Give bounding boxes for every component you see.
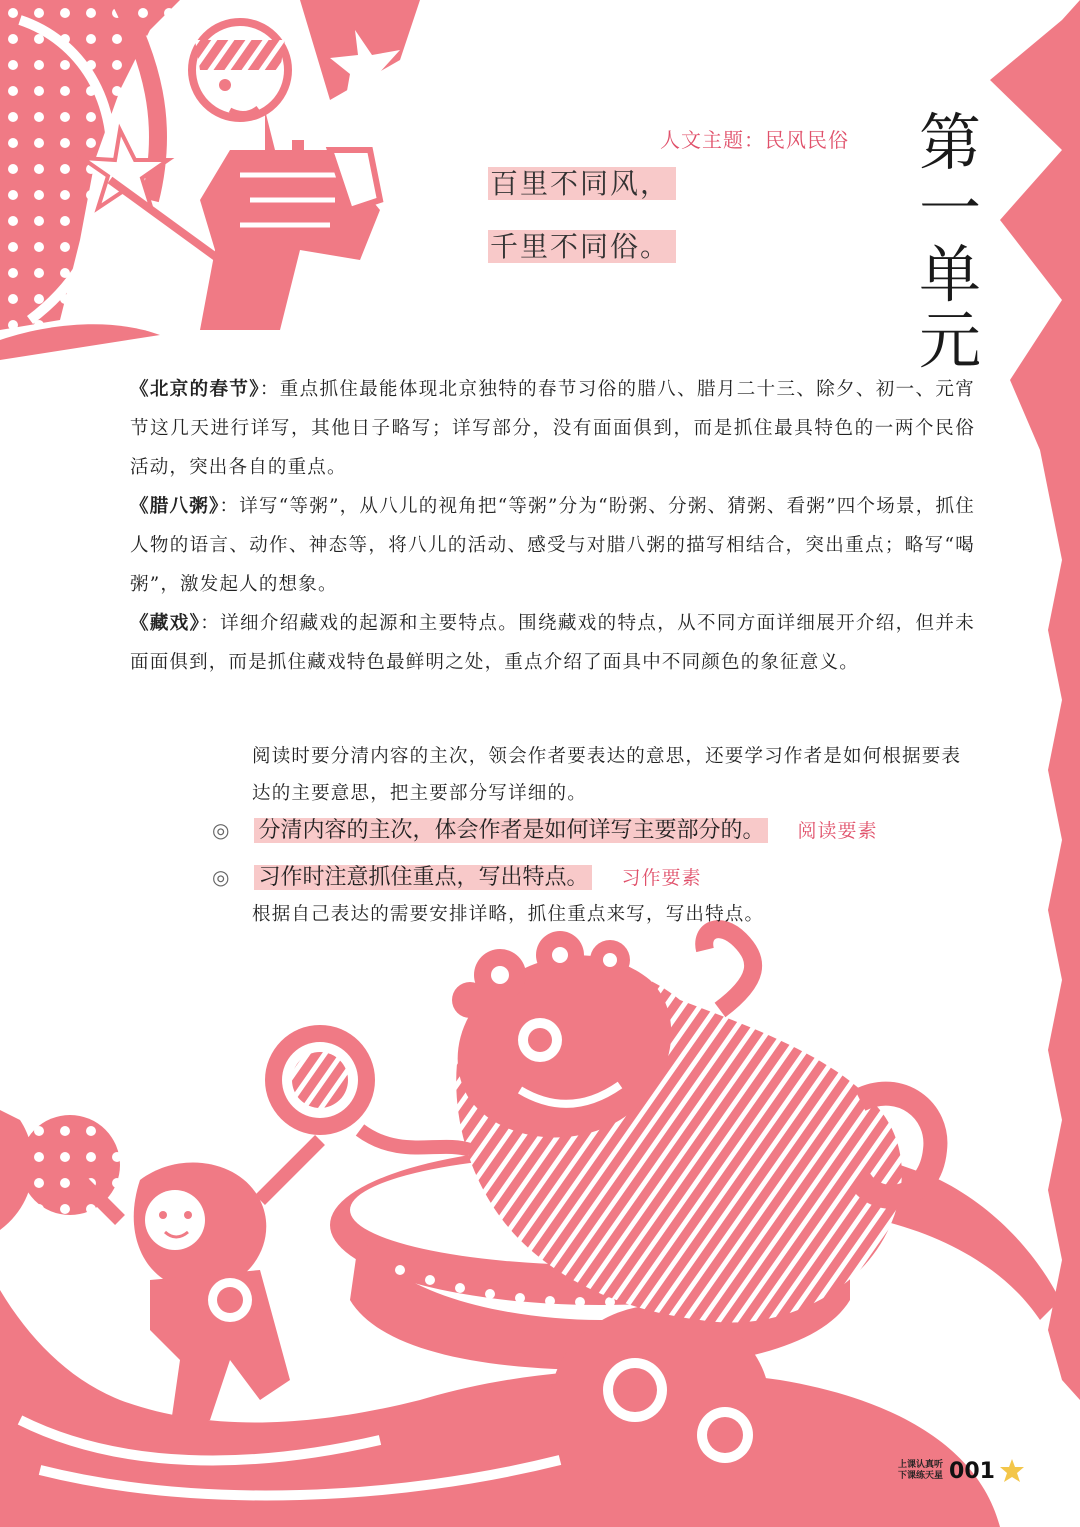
summary-text: ：详写“等粥”，从八儿的视角把“等粥”分为“盼粥、分粥、猜粥、看粥”四个场景，抓住人物的语言、动作、神态等，将八儿的活动、感受与对腊八粥的描写相结合，突出重点；略写“喝粥”，激发起人的想象。	[130, 496, 975, 595]
requirement-text: 分清内容的主次，体会作者是如何详写主要部分的。	[254, 818, 768, 843]
summary-text: ：详细介绍藏戏的起源和主要特点。围绕藏戏的特点，从不同方面详细展开介绍，但并未面面俱到，而是抓住藏戏特色最鲜明之处，重点介绍了面具中不同颜色的象征意义。	[130, 613, 975, 673]
lesson-summaries	[130, 370, 975, 682]
star-mascot-icon	[999, 1458, 1025, 1484]
unit-title	[915, 106, 985, 377]
summary-beijing-spring-festival	[130, 370, 975, 487]
poem-line-2-text: 千里不同俗。	[488, 230, 676, 263]
writing-requirement	[212, 860, 701, 891]
footer-motto	[898, 1460, 943, 1482]
poem-line-1	[488, 162, 676, 202]
requirement-text: 习作时注意抓住重点，写出特点。	[254, 865, 592, 890]
lion-dance-papercut	[0, 929, 1060, 1527]
poem-line-2	[488, 225, 676, 265]
summary-text: ：重点抓住最能体现北京独特的春节习俗的腊八、腊月二十三、除夕、初一、元宵节这几天进行详写，其他日子略写；详写部分，没有面面俱到，而是抓住最具特色的一两个民俗活动，突出各自的重点。	[130, 379, 975, 478]
requirement-tag: 习作要素	[621, 867, 702, 889]
page-footer	[898, 1458, 1025, 1484]
unit-title-char: 单	[918, 238, 981, 311]
poem-line-1-text: 百里不同风，	[488, 167, 676, 200]
writing-note: 根据自己表达的需要安排详略，抓住重点来写，写出特点。	[252, 904, 765, 925]
footer-motto-line: 下课练天星	[898, 1471, 944, 1481]
summary-tibetan-opera	[130, 604, 975, 682]
girl-papercut-topleft	[0, 0, 420, 360]
summary-laba-porridge	[130, 487, 975, 604]
page-number: 001	[949, 1458, 995, 1484]
right-zigzag-border	[990, 0, 1080, 1400]
unit-title-char: 一	[918, 172, 981, 245]
summary-title: 《藏戏》	[130, 613, 201, 634]
bullet-circle-icon: ◎	[212, 818, 230, 842]
unit-title-char: 元	[918, 304, 981, 377]
summary-title: 《腊八粥》	[130, 496, 220, 517]
summary-title: 《北京的春节》	[130, 379, 260, 400]
unit-title-char: 第	[918, 106, 981, 179]
bullet-circle-icon: ◎	[212, 865, 230, 889]
reading-requirement	[212, 813, 877, 844]
requirement-tag: 阅读要素	[797, 820, 878, 842]
humanistic-theme: 人文主题：民风民俗	[660, 128, 849, 152]
footer-motto-line: 上课认真听	[898, 1460, 944, 1470]
reading-intro: 阅读时要分清内容的主次，领会作者要表达的意思，还要学习作者是如何根据要表达的主要意思，把主要部分写详细的。	[252, 746, 962, 804]
